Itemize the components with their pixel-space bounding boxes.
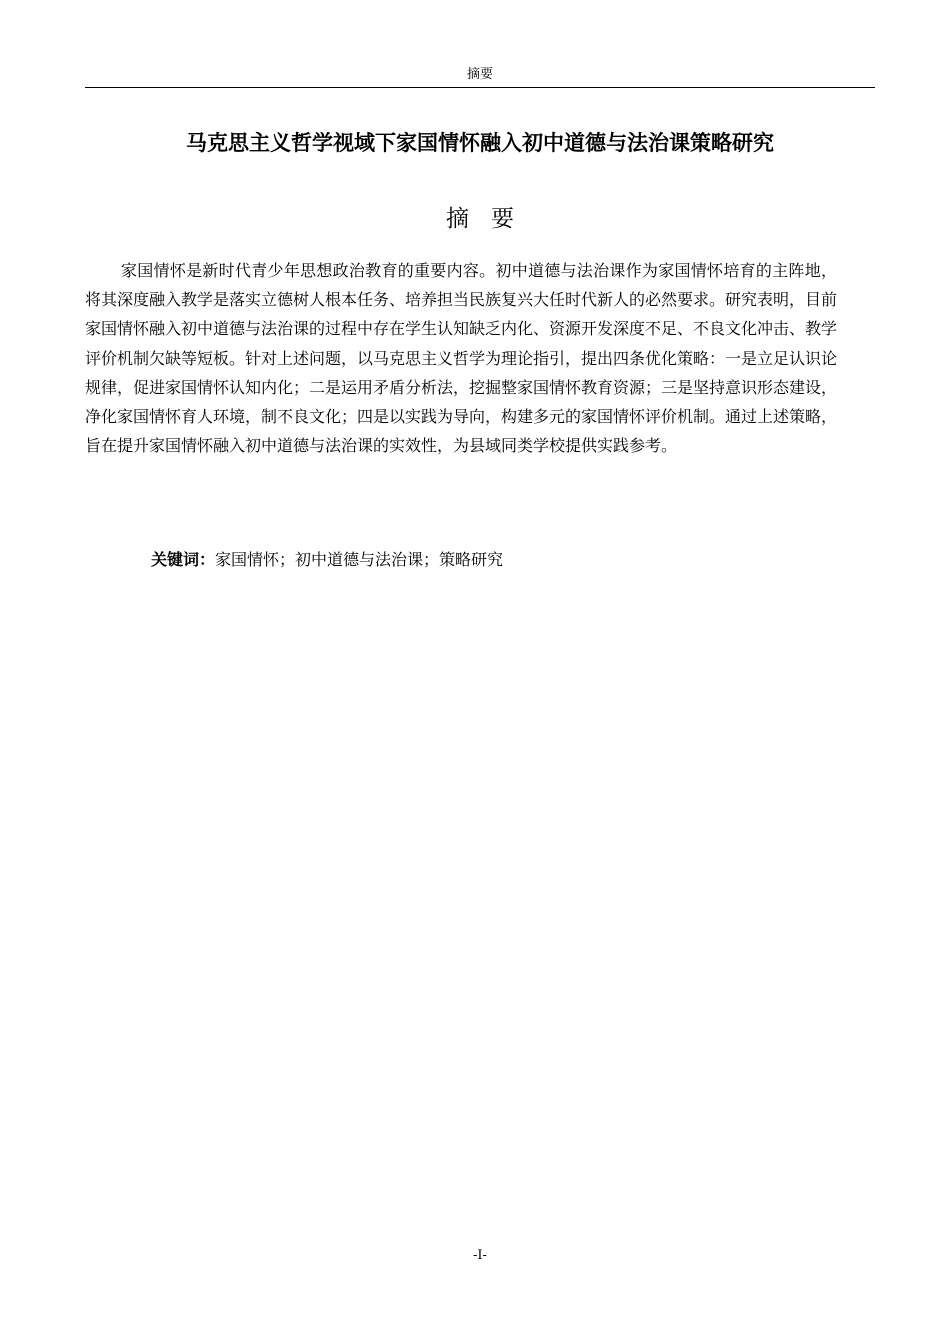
paper-title: 马克思主义哲学视域下家国情怀融入初中道德与法治课策略研究 — [186, 131, 774, 155]
abstract-heading: 摘要 — [446, 206, 536, 232]
abstract-body: 家国情怀是新时代青少年思想政治教育的重要内容。初中道德与法治课作为家国情怀培育的主阵地，将其深度融入教学是落实立德树人根本任务、培养担当民族复兴大任时代新人的必然要求。研究表明，目前家国情怀融入初中道德与法治课的过程中存在学生认知缺乏内化、资源开发深度不足、不良文化冲击、教学评价机制欠缺等短板。针对上述问题，以马克思主义哲学为理论指引，提出四条优化策略：一是立足认识论规律，促进家国情怀认知内化；二是运用矛盾分析法，挖掘整家国情怀教育资源；三是坚持意识形态建设，净化家国情怀育人环境，制不良文化；四是以实践为导向，构建多元的家国情怀评价机制。通过上述策略，旨在提升家国情怀融入初中道德与法治课的实效性，为县域同类学校提供实践参考。 — [85, 261, 838, 456]
running-header: 摘要 — [466, 67, 493, 82]
keywords-value: 家国情怀；初中道德与法治课；策略研究 — [215, 550, 504, 569]
keywords-line — [151, 545, 851, 574]
page-number: -I- — [473, 1248, 487, 1263]
keywords-label: 关键词： — [151, 550, 216, 569]
header-rule — [85, 87, 875, 88]
